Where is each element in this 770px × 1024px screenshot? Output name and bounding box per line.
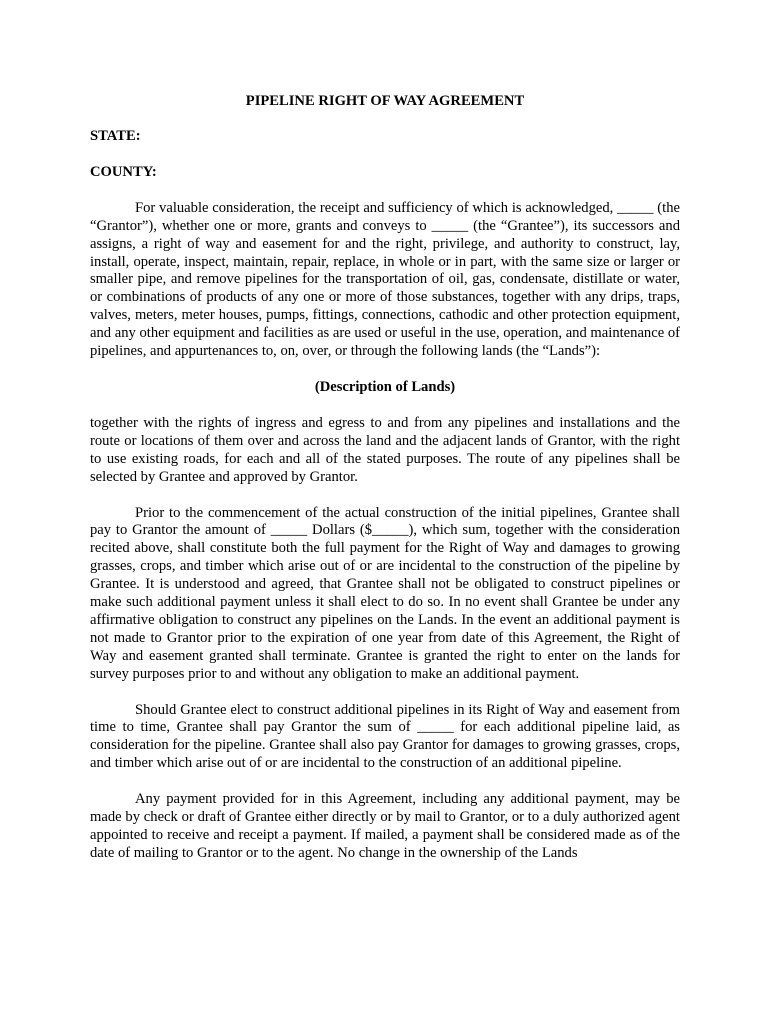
document-page bbox=[90, 92, 680, 863]
county-label: COUNTY: bbox=[90, 163, 157, 180]
payment-method-paragraph: Any payment provided for in this Agreement, including any additional payment, may be made by check or draft of Grantee either directly or by mail to Grantor, or to a duly authorized agent appointed to receive and receipt a payment. If mailed, a payment shall be considered made as of the date of mailing to Grantor or to the agent. No change in the ownership of the Lands bbox=[90, 791, 680, 861]
state-label: STATE: bbox=[90, 128, 141, 144]
ingress-egress-paragraph: together with the rights of ingress and egress to and from any pipelines and installations and the route or locations of them over and across the land and the adjacent lands of Grantor, with the right to use existing roads, for each and all of the stated purposes. The route of any pipelines shall be selected by Grantee and approved by Grantor. bbox=[90, 414, 680, 485]
description-of-lands-heading: (Description of Lands) bbox=[314, 378, 456, 395]
additional-pipelines-paragraph: Should Grantee elect to construct additional pipelines in its Right of Way and easement from time to time, Grantee shall pay Grantor the sum of _____ for each additional pipeline laid, as consideration for the pipeline. Grantee shall also pay Grantor for damages to growing grasses, crops, and timber which arise out of or are incidental to the construction of an additional pipeline. bbox=[90, 701, 680, 772]
grant-paragraph: For valuable consideration, the receipt and sufficiency of which is acknowledged, _____ (the “Grantor”), whether one or more, grants and conveys to _____ (the “Grantee”), its successors and assigns, a right of way and easement for and the right, privilege, and authority to construct, lay, install, operate, inspect, maintain, repair, replace, in whole or in part, with the same size or larger or smaller pipe, and remove pipelines for the transportation of oil, gas, condensate, distillate or water, or combinations of products of any one or more of those substances, together with any drips, traps, valves, meters, meter houses, pumps, fittings, connections, cathodic and other protection equipment, and any other equipment and facilities as are used or useful in the use, operation, and maintenance of pipelines, and appurtenances to, on, over, or through the following lands (the “Lands”): bbox=[90, 199, 680, 360]
document-title: PIPELINE RIGHT OF WAY AGREEMENT bbox=[245, 93, 525, 109]
payment-paragraph: Prior to the commencement of the actual construction of the initial pipelines, Grantee shall pay to Grantor the amount of _____ Dollars ($_____), which sum, together with the consideration recited above, shall constitute both the full payment for the Right of Way and damages to growing grasses, crops, and timber which arise out of or are incidental to the construction of the pipeline by Grantee. It is understood and agreed, that Grantee shall not be obligated to construct pipelines or make such additional payment unless it shall elect to do so. In no event shall Grantee be under any affirmative obligation to construct any pipelines on the Lands. In the event an additional payment is not made to Grantor prior to the expiration of one year from date of this Agreement, the Right of Way and easement granted shall terminate. Grantee is granted the right to enter on the lands for survey purposes prior to and without any obligation to make an additional payment. bbox=[90, 504, 680, 682]
